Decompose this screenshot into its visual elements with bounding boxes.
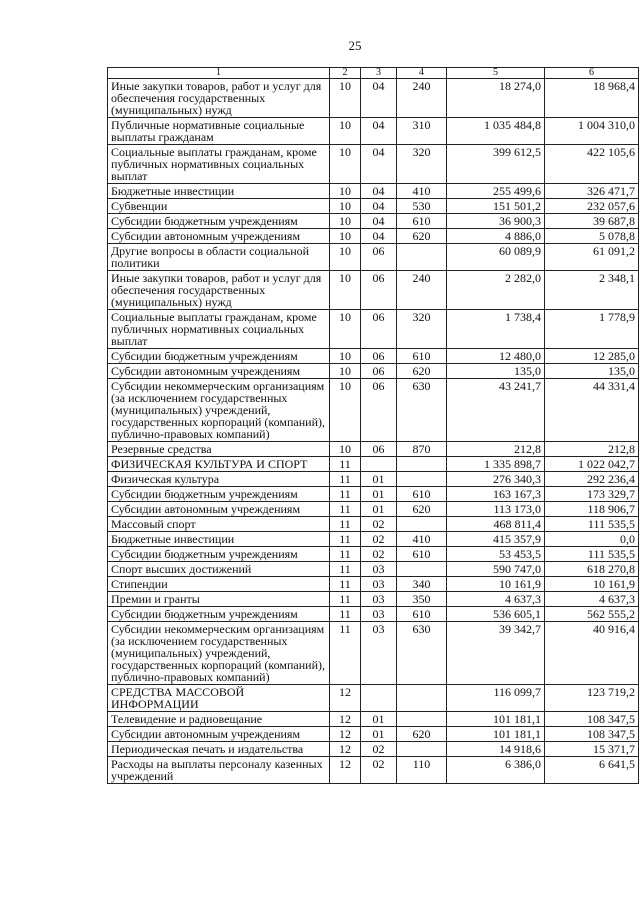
row-expense-type — [397, 244, 447, 271]
row-subsection: 06 — [361, 310, 397, 349]
table-row — [108, 244, 639, 271]
row-section: 11 — [330, 577, 361, 592]
row-subsection: 06 — [361, 349, 397, 364]
page-number: 25 — [348, 38, 362, 53]
row-amount-year-1: 60 089,9 — [447, 244, 545, 271]
table-row — [108, 145, 639, 184]
row-amount-year-1: 39 342,7 — [447, 622, 545, 685]
row-subsection: 04 — [361, 229, 397, 244]
row-expense-type: 530 — [397, 199, 447, 214]
row-section: 12 — [330, 712, 361, 727]
row-name: Субсидии бюджетным учреждениям — [108, 487, 330, 502]
row-amount-year-2: 61 091,2 — [545, 244, 639, 271]
row-name: Иные закупки товаров, работ и услуг для обеспечения государственных (муниципальных) нужд — [108, 79, 330, 118]
row-expense-type: 240 — [397, 79, 447, 118]
row-amount-year-1: 399 612,5 — [447, 145, 545, 184]
row-expense-type: 610 — [397, 607, 447, 622]
table-row — [108, 742, 639, 757]
row-amount-year-2: 562 555,2 — [545, 607, 639, 622]
row-section: 11 — [330, 547, 361, 562]
row-amount-year-1: 12 480,0 — [447, 349, 545, 364]
row-amount-year-2: 44 331,4 — [545, 379, 639, 442]
row-name: Физическая культура — [108, 472, 330, 487]
row-name: Стипендии — [108, 577, 330, 592]
row-amount-year-2: 1 004 310,0 — [545, 118, 639, 145]
row-name: Субсидии некоммерческим организациям (за исключением государственных (муниципальных) учреждений, государственных корпораций (компаний), публично-правовых компаний) — [108, 622, 330, 685]
row-subsection: 04 — [361, 118, 397, 145]
header-cell-6: 6 — [545, 68, 639, 79]
row-name: Социальные выплаты гражданам, кроме публичных нормативных социальных выплат — [108, 145, 330, 184]
row-subsection: 04 — [361, 145, 397, 184]
row-amount-year-2: 10 161,9 — [545, 577, 639, 592]
row-amount-year-1: 43 241,7 — [447, 379, 545, 442]
row-section: 11 — [330, 502, 361, 517]
header-cell-3: 3 — [361, 68, 397, 79]
table-row — [108, 532, 639, 547]
row-amount-year-1: 53 453,5 — [447, 547, 545, 562]
row-amount-year-2: 326 471,7 — [545, 184, 639, 199]
header-cell-4: 4 — [397, 68, 447, 79]
row-amount-year-2: 12 285,0 — [545, 349, 639, 364]
row-amount-year-2: 1 022 042,7 — [545, 457, 639, 472]
row-section: 10 — [330, 184, 361, 199]
table-row — [108, 685, 639, 712]
row-amount-year-2: 4 637,3 — [545, 592, 639, 607]
row-expense-type — [397, 472, 447, 487]
row-amount-year-2: 18 968,4 — [545, 79, 639, 118]
row-expense-type: 630 — [397, 379, 447, 442]
row-amount-year-2: 618 270,8 — [545, 562, 639, 577]
row-name: Резервные средства — [108, 442, 330, 457]
row-amount-year-1: 6 386,0 — [447, 757, 545, 784]
table-row — [108, 712, 639, 727]
row-amount-year-1: 116 099,7 — [447, 685, 545, 712]
row-amount-year-2: 0,0 — [545, 532, 639, 547]
row-amount-year-1: 415 357,9 — [447, 532, 545, 547]
table-row — [108, 517, 639, 532]
row-subsection: 02 — [361, 547, 397, 562]
row-amount-year-2: 108 347,5 — [545, 727, 639, 742]
row-amount-year-2: 108 347,5 — [545, 712, 639, 727]
row-name: Бюджетные инвестиции — [108, 532, 330, 547]
row-expense-type: 620 — [397, 502, 447, 517]
row-amount-year-1: 18 274,0 — [447, 79, 545, 118]
row-name: Социальные выплаты гражданам, кроме публичных нормативных социальных выплат — [108, 310, 330, 349]
row-subsection: 03 — [361, 622, 397, 685]
row-amount-year-1: 14 918,6 — [447, 742, 545, 757]
row-name: Субсидии бюджетным учреждениям — [108, 547, 330, 562]
row-expense-type: 610 — [397, 349, 447, 364]
row-amount-year-2: 1 778,9 — [545, 310, 639, 349]
row-amount-year-1: 135,0 — [447, 364, 545, 379]
row-amount-year-1: 10 161,9 — [447, 577, 545, 592]
row-name: Субсидии бюджетным учреждениям — [108, 349, 330, 364]
row-subsection: 02 — [361, 757, 397, 784]
table-row — [108, 184, 639, 199]
row-section: 10 — [330, 118, 361, 145]
table-row — [108, 79, 639, 118]
row-expense-type: 240 — [397, 271, 447, 310]
row-subsection — [361, 685, 397, 712]
budget-table — [107, 67, 639, 784]
row-expense-type: 610 — [397, 547, 447, 562]
row-amount-year-2: 422 105,6 — [545, 145, 639, 184]
table-row — [108, 364, 639, 379]
row-amount-year-1: 1 335 898,7 — [447, 457, 545, 472]
row-subsection: 04 — [361, 199, 397, 214]
row-name: Расходы на выплаты персоналу казенных учреждений — [108, 757, 330, 784]
row-subsection — [361, 457, 397, 472]
row-expense-type: 410 — [397, 184, 447, 199]
row-expense-type: 630 — [397, 622, 447, 685]
row-name: Бюджетные инвестиции — [108, 184, 330, 199]
table-row — [108, 547, 639, 562]
row-subsection: 02 — [361, 532, 397, 547]
row-amount-year-1: 1 035 484,8 — [447, 118, 545, 145]
row-amount-year-2: 2 348,1 — [545, 271, 639, 310]
row-amount-year-1: 163 167,3 — [447, 487, 545, 502]
row-name: Периодическая печать и издательства — [108, 742, 330, 757]
row-name: Субсидии автономным учреждениям — [108, 364, 330, 379]
row-expense-type: 110 — [397, 757, 447, 784]
row-name: Субсидии некоммерческим организациям (за исключением государственных (муниципальных) учреждений, государственных корпораций (компаний), публично-правовых компаний) — [108, 379, 330, 442]
row-expense-type: 610 — [397, 487, 447, 502]
row-name: Субсидии автономным учреждениям — [108, 502, 330, 517]
row-name: Публичные нормативные социальные выплаты гражданам — [108, 118, 330, 145]
row-amount-year-1: 113 173,0 — [447, 502, 545, 517]
row-section: 10 — [330, 310, 361, 349]
table-row — [108, 214, 639, 229]
table-row — [108, 379, 639, 442]
row-name: ФИЗИЧЕСКАЯ КУЛЬТУРА И СПОРТ — [108, 457, 330, 472]
row-expense-type: 620 — [397, 364, 447, 379]
row-amount-year-2: 292 236,4 — [545, 472, 639, 487]
row-name: Телевидение и радиовещание — [108, 712, 330, 727]
row-amount-year-1: 4 637,3 — [447, 592, 545, 607]
row-subsection: 06 — [361, 271, 397, 310]
table-row — [108, 118, 639, 145]
row-subsection: 03 — [361, 577, 397, 592]
row-amount-year-1: 36 900,3 — [447, 214, 545, 229]
row-section: 11 — [330, 592, 361, 607]
table-row — [108, 442, 639, 457]
row-section: 10 — [330, 349, 361, 364]
row-subsection: 02 — [361, 742, 397, 757]
row-amount-year-2: 135,0 — [545, 364, 639, 379]
row-section: 11 — [330, 517, 361, 532]
row-section: 10 — [330, 145, 361, 184]
row-expense-type — [397, 712, 447, 727]
row-amount-year-2: 111 535,5 — [545, 517, 639, 532]
row-expense-type: 340 — [397, 577, 447, 592]
row-name: Спорт высших достижений — [108, 562, 330, 577]
row-amount-year-2: 173 329,7 — [545, 487, 639, 502]
row-section: 10 — [330, 442, 361, 457]
row-amount-year-2: 111 535,5 — [545, 547, 639, 562]
header-row — [108, 68, 639, 79]
row-expense-type: 320 — [397, 310, 447, 349]
row-subsection: 04 — [361, 184, 397, 199]
row-amount-year-1: 151 501,2 — [447, 199, 545, 214]
table-row — [108, 349, 639, 364]
row-name: Субсидии бюджетным учреждениям — [108, 214, 330, 229]
table-row — [108, 757, 639, 784]
row-expense-type — [397, 562, 447, 577]
row-expense-type: 310 — [397, 118, 447, 145]
row-amount-year-2: 118 906,7 — [545, 502, 639, 517]
row-amount-year-1: 255 499,6 — [447, 184, 545, 199]
row-expense-type: 620 — [397, 229, 447, 244]
header-cell-1: 1 — [108, 68, 330, 79]
row-subsection: 02 — [361, 517, 397, 532]
row-section: 12 — [330, 685, 361, 712]
row-name: Массовый спорт — [108, 517, 330, 532]
row-subsection: 04 — [361, 79, 397, 118]
row-amount-year-1: 101 181,1 — [447, 712, 545, 727]
row-amount-year-1: 101 181,1 — [447, 727, 545, 742]
row-section: 10 — [330, 79, 361, 118]
row-expense-type: 320 — [397, 145, 447, 184]
row-amount-year-2: 123 719,2 — [545, 685, 639, 712]
table-row — [108, 472, 639, 487]
row-section: 12 — [330, 727, 361, 742]
row-name: Другие вопросы в области социальной политики — [108, 244, 330, 271]
row-name: Иные закупки товаров, работ и услуг для обеспечения государственных (муниципальных) нужд — [108, 271, 330, 310]
row-section: 10 — [330, 271, 361, 310]
row-amount-year-2: 39 687,8 — [545, 214, 639, 229]
row-section: 12 — [330, 742, 361, 757]
row-section: 12 — [330, 757, 361, 784]
table-row — [108, 607, 639, 622]
row-subsection: 01 — [361, 712, 397, 727]
row-subsection: 06 — [361, 442, 397, 457]
row-section: 10 — [330, 199, 361, 214]
row-subsection: 01 — [361, 472, 397, 487]
row-section: 10 — [330, 214, 361, 229]
table-row — [108, 562, 639, 577]
row-expense-type — [397, 685, 447, 712]
row-section: 10 — [330, 244, 361, 271]
header-cell-2: 2 — [330, 68, 361, 79]
row-amount-year-1: 590 747,0 — [447, 562, 545, 577]
table-row — [108, 229, 639, 244]
row-subsection: 01 — [361, 487, 397, 502]
table-row — [108, 487, 639, 502]
row-section: 11 — [330, 532, 361, 547]
row-subsection: 06 — [361, 364, 397, 379]
table-row — [108, 271, 639, 310]
row-amount-year-2: 40 916,4 — [545, 622, 639, 685]
row-subsection: 01 — [361, 727, 397, 742]
row-amount-year-2: 5 078,8 — [545, 229, 639, 244]
row-section: 10 — [330, 364, 361, 379]
row-subsection: 03 — [361, 562, 397, 577]
row-amount-year-2: 212,8 — [545, 442, 639, 457]
row-amount-year-1: 212,8 — [447, 442, 545, 457]
table-row — [108, 310, 639, 349]
row-section: 11 — [330, 457, 361, 472]
row-section: 10 — [330, 229, 361, 244]
row-subsection: 04 — [361, 214, 397, 229]
row-name: СРЕДСТВА МАССОВОЙ ИНФОРМАЦИИ — [108, 685, 330, 712]
row-subsection: 03 — [361, 592, 397, 607]
row-name: Премии и гранты — [108, 592, 330, 607]
row-expense-type: 870 — [397, 442, 447, 457]
table-row — [108, 622, 639, 685]
row-subsection: 06 — [361, 379, 397, 442]
row-expense-type — [397, 457, 447, 472]
row-section: 11 — [330, 487, 361, 502]
row-name: Субсидии автономным учреждениям — [108, 727, 330, 742]
row-expense-type: 410 — [397, 532, 447, 547]
table-row — [108, 199, 639, 214]
header-cell-5: 5 — [447, 68, 545, 79]
row-expense-type: 350 — [397, 592, 447, 607]
table-row — [108, 727, 639, 742]
row-amount-year-1: 1 738,4 — [447, 310, 545, 349]
table-row — [108, 502, 639, 517]
row-expense-type: 610 — [397, 214, 447, 229]
row-name: Субсидии бюджетным учреждениям — [108, 607, 330, 622]
row-amount-year-1: 468 811,4 — [447, 517, 545, 532]
table-row — [108, 457, 639, 472]
row-section: 11 — [330, 562, 361, 577]
row-subsection: 01 — [361, 502, 397, 517]
row-amount-year-2: 6 641,5 — [545, 757, 639, 784]
row-expense-type — [397, 742, 447, 757]
row-amount-year-2: 232 057,6 — [545, 199, 639, 214]
row-subsection: 06 — [361, 244, 397, 271]
row-expense-type: 620 — [397, 727, 447, 742]
row-amount-year-1: 276 340,3 — [447, 472, 545, 487]
row-amount-year-1: 4 886,0 — [447, 229, 545, 244]
row-amount-year-1: 2 282,0 — [447, 271, 545, 310]
row-amount-year-1: 536 605,1 — [447, 607, 545, 622]
row-amount-year-2: 15 371,7 — [545, 742, 639, 757]
row-name: Субвенции — [108, 199, 330, 214]
row-name: Субсидии автономным учреждениям — [108, 229, 330, 244]
row-section: 11 — [330, 472, 361, 487]
row-subsection: 03 — [361, 607, 397, 622]
row-section: 11 — [330, 622, 361, 685]
table-row — [108, 592, 639, 607]
row-section: 11 — [330, 607, 361, 622]
row-section: 10 — [330, 379, 361, 442]
table-row — [108, 577, 639, 592]
row-expense-type — [397, 517, 447, 532]
